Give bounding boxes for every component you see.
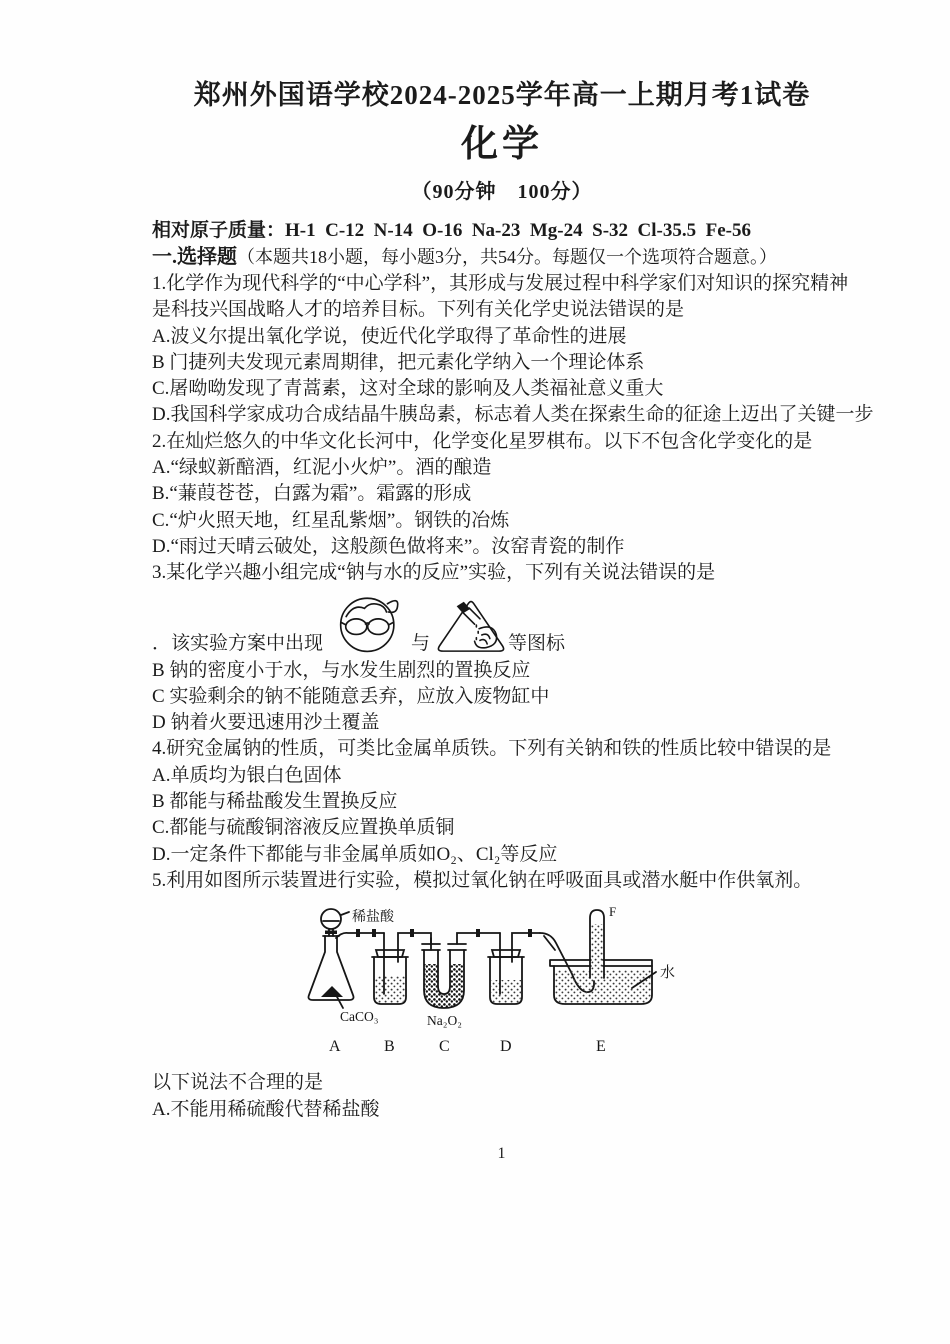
option-a-conjunction: 与 — [411, 632, 431, 654]
goggles-icon — [337, 590, 403, 656]
water-label: 水 — [660, 965, 676, 982]
apparatus-letter-c: C — [439, 1038, 450, 1056]
utube-solid-label: Na₂O₂ — [427, 1013, 462, 1029]
atomic-mass-values: H-1 C-12 N-14 O-16 Na-23 Mg-24 S-32 Cl-35.5 Fe-56 — [285, 220, 751, 241]
flask-solid-label: CaCO₃ — [340, 1009, 379, 1025]
question-3-option-d: D 钠着火要迅速用沙土覆盖 — [152, 712, 380, 734]
section-heading — [152, 244, 852, 271]
question-2-option-a: A.“绿蚁新醅酒，红泥小火炉”。酒的酿造 — [152, 457, 492, 479]
section-title: 一.选择题 — [152, 246, 237, 268]
question-3-option-c: C 实验剩余的钠不能随意丢弃，应放入废物缸中 — [152, 685, 550, 707]
question-5-option-a: A.不能用稀硫酸代替稀盐酸 — [152, 1098, 380, 1120]
collector-label: F — [609, 904, 617, 920]
apparatus-letter-b: B — [384, 1038, 395, 1056]
question-2-option-b: B.“蒹葭苍苍，白露为霜”。霜露的形成 — [152, 483, 472, 505]
question-5-followup: 以下说法不合理的是 — [152, 1072, 324, 1094]
atomic-mass-label: 相对原子质量： — [152, 220, 286, 241]
question-4-option-c: C.都能与硫酸铜溶液反应置换单质铜 — [152, 817, 455, 839]
corrosive-warning-icon — [436, 596, 506, 656]
option-a-prefix: ．该实验方案中出现 — [152, 632, 324, 654]
atomic-mass-line — [152, 218, 852, 244]
question-3-option-b: B 钠的密度小于水，与水发生剧烈的置换反应 — [152, 659, 531, 681]
page-content — [152, 80, 874, 1163]
option-a-suffix: 等图标 — [508, 632, 566, 654]
flask-a — [309, 936, 354, 1008]
page-number: 1 — [497, 1144, 507, 1162]
section-note: （本题共18小题，每小题3分，共54分。每题仅一个选项符合题意。） — [237, 247, 777, 267]
question-3-option-a — [152, 590, 852, 656]
question-4-option-a: A.单质均为银白色固体 — [152, 764, 342, 786]
question-1-option-a: A.波义尔提出氧化学说，使近代化学取得了革命性的进展 — [152, 325, 627, 347]
question-4-option-d: D.一定条件下都能与非金属单质如O₂、Cl₂等反应 — [152, 843, 558, 865]
question-3-stem: 3.某化学兴趣小组完成“钠与水的反应”实验，下列有关说法错误的是 — [152, 562, 716, 584]
test-tube-f — [590, 910, 604, 978]
question-1-option-b: B 门捷列夫发现元素周期律，把元素化学纳入一个理论体系 — [152, 351, 645, 373]
question-1-option-d: D.我国科学家成功合成结晶牛胰岛素，标志着人类在探索生命的征途上迈出了关键一步 — [152, 404, 874, 426]
question-2-option-d: D.“雨过天晴云破处，这般颜色做将来”。汝窑青瓷的制作 — [152, 535, 625, 557]
u-tube-c — [422, 944, 466, 1008]
q5-apparatus-diagram — [288, 898, 718, 1063]
q5-diagram-container — [288, 898, 852, 1068]
apparatus-letter-e: E — [596, 1038, 606, 1056]
question-4-option-b: B 都能与稀盐酸发生置换反应 — [152, 791, 398, 813]
funnel-reagent-label: 稀盐酸 — [352, 910, 394, 926]
subject-title: 化学 — [461, 124, 543, 165]
question-5-stem: 5.利用如图所示装置进行实验，模拟过氧化钠在呼吸面具或潜水艇中作供氧剂。 — [152, 869, 813, 891]
question-1-option-c: C.屠呦呦发现了青蒿素，这对全球的影响及人类福祉意义重大 — [152, 378, 664, 400]
question-2-option-c: C.“炉火照天地，红星乱紫烟”。钢铁的冶炼 — [152, 509, 510, 531]
question-2-stem: 2.在灿烂悠久的中华文化长河中，化学变化星罗棋布。以下不包含化学变化的是 — [152, 430, 813, 452]
question-1-stem: 1.化学作为现代科学的“中心学科”，其形成与发展过程中科学家们对知识的探究精神是科技兴国战略人才的培养目标。下列有关化学史说法错误的是 — [152, 273, 849, 321]
question-4-stem: 4.研究金属钠的性质，可类比金属单质铁。下列有关钠和铁的性质比较中错误的是 — [152, 738, 832, 760]
gas-bottle-d — [488, 933, 540, 1004]
dropping-funnel — [321, 909, 349, 936]
exam-meta: （90分钟 100分） — [411, 181, 593, 203]
exam-title: 郑州外国语学校2024-2025学年高一上期月考1试卷 — [193, 80, 811, 110]
apparatus-letter-d: D — [500, 1038, 512, 1056]
apparatus-letter-a: A — [329, 1038, 341, 1056]
